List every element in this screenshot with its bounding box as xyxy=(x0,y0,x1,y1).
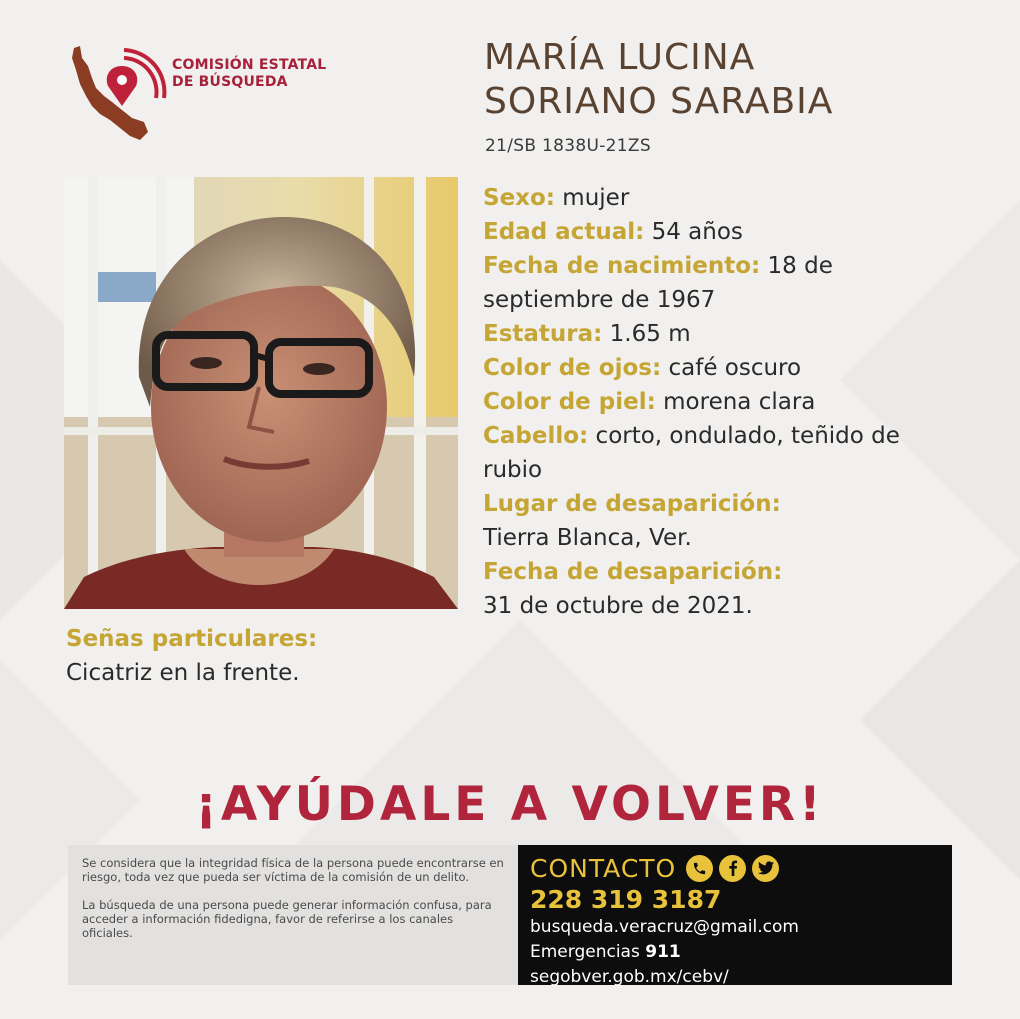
field-current-age: Edad actual: 54 años xyxy=(483,219,743,245)
field-eye-color: Color de ojos: café oscuro xyxy=(483,355,802,381)
distinguishing-marks-value: Cicatriz en la frente. xyxy=(66,660,300,686)
contact-box xyxy=(518,845,952,985)
contact-emergency: Emergencias 911 xyxy=(530,942,681,962)
disclaimer-box xyxy=(68,845,518,985)
contact-phone[interactable]: 228 319 3187 xyxy=(530,885,722,914)
emergency-number[interactable]: 911 xyxy=(645,942,681,962)
field-skin-color: Color de piel: morena clara xyxy=(483,389,816,415)
distinguishing-marks xyxy=(66,622,466,690)
contact-website[interactable]: segobver.gob.mx/cebv/ xyxy=(530,967,729,987)
field-birth-date: Fecha de nacimiento: 18 de septiembre de 1967 xyxy=(483,253,833,313)
twitter-icon[interactable] xyxy=(752,855,779,882)
organization-logo xyxy=(66,40,356,144)
distinguishing-marks-label: Señas particulares: xyxy=(66,626,318,652)
organization-name-line1: COMISIÓN ESTATAL xyxy=(172,57,327,73)
disclaimer-paragraph-2: La búsqueda de una persona puede generar información confusa, para acceder a información fidedigna, favor de referirse a los canales oficiales. xyxy=(82,898,492,940)
facebook-icon[interactable] xyxy=(719,855,746,882)
case-id: 21/SB 1838U-21ZS xyxy=(485,136,651,156)
field-disappearance-date: Fecha de desaparición: 31 de octubre de 2021. xyxy=(483,559,783,619)
field-hair: Cabello: corto, ondulado, teñido de rubio xyxy=(483,423,900,483)
phone-icon[interactable] xyxy=(686,855,713,882)
person-details xyxy=(483,181,953,623)
slogan: ¡AYÚDALE A VOLVER! xyxy=(195,777,825,832)
organization-name-line2: DE BÚSQUEDA xyxy=(172,74,288,90)
contact-title: CONTACTO xyxy=(530,853,677,883)
person-portrait-image xyxy=(64,177,458,609)
person-name xyxy=(484,36,1004,124)
field-sex: Sexo: mujer xyxy=(483,185,630,211)
person-name-line1: MARÍA LUCINA xyxy=(484,37,756,78)
disclaimer-paragraph-1: Se considera que la integridad física de la persona puede encontrarse en riesgo, toda vez que pueda ser víctima de la comisión de un delito. xyxy=(82,856,504,884)
field-height: Estatura: 1.65 m xyxy=(483,321,691,347)
person-name-line2: SORIANO SARABIA xyxy=(484,81,834,122)
person-photo xyxy=(64,177,458,609)
field-disappearance-place: Lugar de desaparición: Tierra Blanca, Ver. xyxy=(483,491,781,551)
contact-email[interactable]: busqueda.veracruz@gmail.com xyxy=(530,917,799,937)
veracruz-map-pin-icon xyxy=(66,40,170,144)
